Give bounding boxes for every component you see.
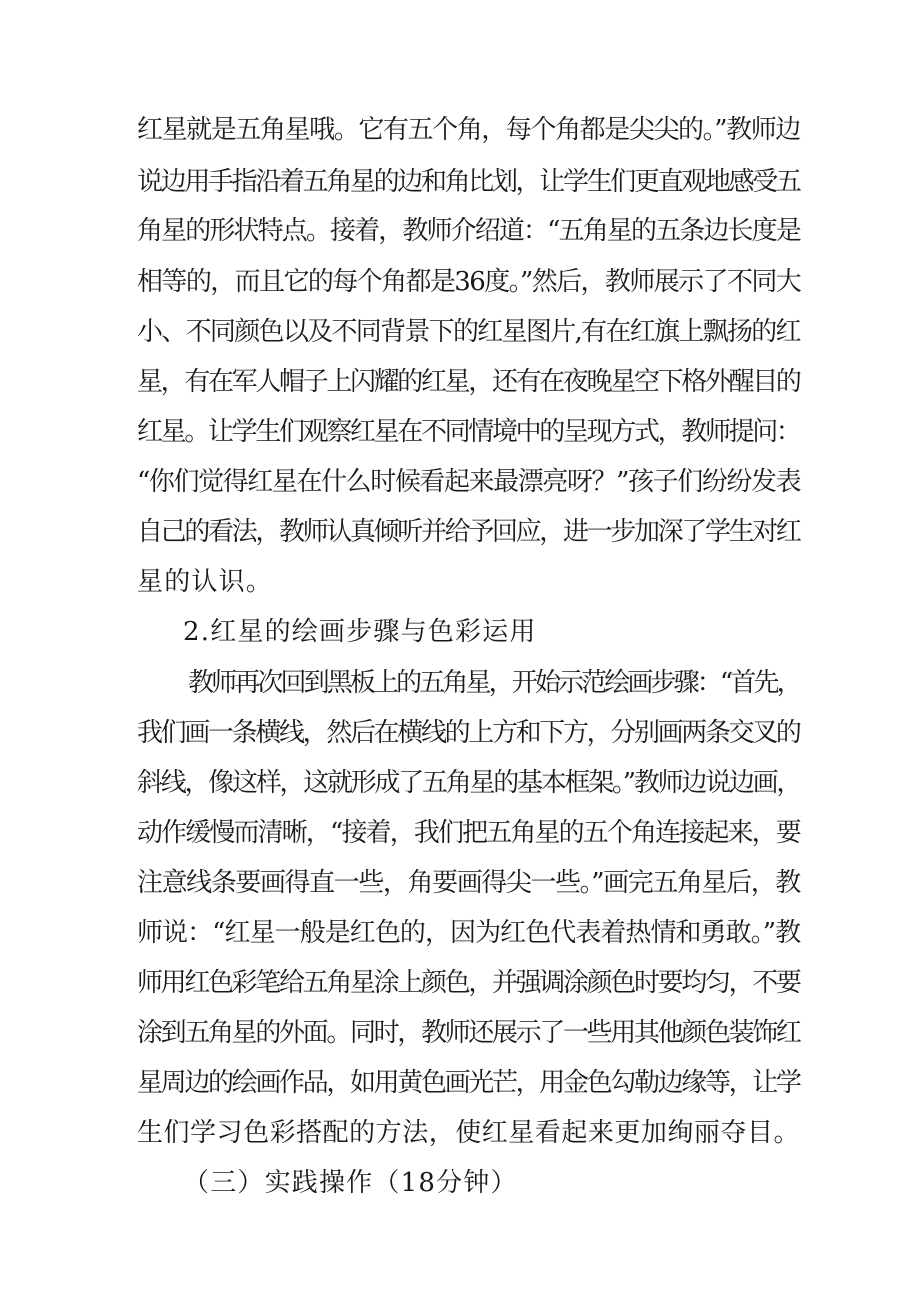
text-line: 星的认识。 xyxy=(137,567,274,597)
text-line: 红星就是五角星哦。它有五个角，每个角都是尖尖的。”教师边 xyxy=(137,115,800,145)
text-line: 我们画一条横线，然后在横线的上方和下方，分别画两条交叉的 xyxy=(137,718,800,748)
text-line: 红星。让学生们观察红星在不同情境中的呈现方式，教师提问： xyxy=(137,417,800,447)
text-line: 星周边的绘画作品，如用黄色画光芒，用金色勾勒边缘等，让学 xyxy=(137,1068,800,1098)
text-line: 生们学习色彩搭配的方法，使红星看起来更加绚丽夺目。 xyxy=(137,1118,801,1148)
text-line: “你们觉得红星在什么时候看起来最漂亮呀？”孩子们纷纷发表 xyxy=(137,467,801,497)
text-line: 注意线条要画得直一些，角要画得尖一些。”画完五角星后，教 xyxy=(137,868,800,898)
text-line: 师说：“红星一般是红色的，因为红色代表着热情和勇敢。”教 xyxy=(137,918,801,948)
text-line: 动作缓慢而清晰，“接着，我们把五角星的五个角连接起来，要 xyxy=(137,818,800,848)
text-line: 教师再次回到黑板上的五角星，开始示范绘画步骤：“首先， xyxy=(188,668,800,698)
text-line: 小、不同颜色以及不同背景下的红星图片,有在红旗上飘扬的红 xyxy=(137,317,800,347)
text-line: 自己的看法，教师认真倾听并给予回应，进一步加深了学生对红 xyxy=(137,517,800,547)
text-line: 斜线，像这样，这就形成了五角星的基本框架。”教师边说边画， xyxy=(137,768,801,798)
section-heading: 2.红星的绘画步骤与色彩运用 xyxy=(183,617,537,647)
text-line: 涂到五角星的外面。同时，教师还展示了一些用其他颜色装饰红 xyxy=(137,1018,800,1048)
text-line: 师用红色彩笔给五角星涂上颜色，并强调涂颜色时要均匀，不要 xyxy=(137,968,800,998)
text-line: 星，有在军人帽子上闪耀的红星，还有在夜晚星空下格外醒目的 xyxy=(137,367,800,397)
text-line: 说边用手指沿着五角星的边和角比划，让学生们更直观地感受五 xyxy=(137,167,800,197)
text-line: 角星的形状特点。接着，教师介绍道：“五角星的五条边长度是 xyxy=(137,216,800,246)
section-heading: （三）实践操作（18分钟） xyxy=(183,1168,518,1198)
text-line: 相等的，而且它的每个角都是36度。”然后，教师展示了不同大 xyxy=(137,267,801,297)
